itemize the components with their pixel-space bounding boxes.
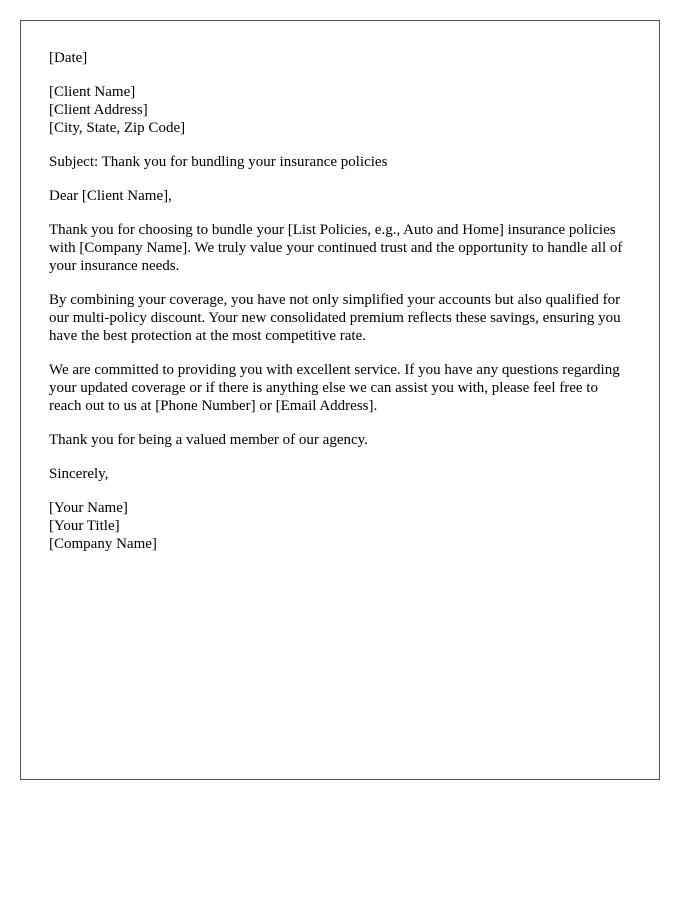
signature-name: [Your Name] <box>49 500 128 516</box>
recipient-city-state-zip: [City, State, Zip Code] <box>49 120 186 136</box>
letter-subject: Subject: Thank you for bundling your insurance policies <box>49 154 388 170</box>
letter-salutation: Dear [Client Name], <box>49 188 172 204</box>
recipient-name: [Client Name] <box>49 84 136 100</box>
signature-block <box>49 499 631 553</box>
letter-closing: Sincerely, <box>49 466 109 482</box>
letter-date: [Date] <box>49 50 88 66</box>
body-paragraph-4: Thank you for being a valued member of our agency. <box>49 432 368 448</box>
body-paragraph-2: By combining your coverage, you have not only simplified your accounts but also qualified for our multi-policy discount. Your new consolidated premium reflects these savings, ensuring you have the best protection at the most competitive rate. <box>49 292 621 344</box>
salutation-block <box>49 187 631 205</box>
letter-body <box>49 49 631 553</box>
closing-block <box>49 465 631 483</box>
subject-block <box>49 153 631 171</box>
letter-frame <box>20 20 660 780</box>
signature-title: [Your Title] <box>49 518 120 534</box>
body-paragraph-3: We are committed to providing you with excellent service. If you have any questions regarding your updated coverage or if there is anything else we can assist you with, please feel free to reach out to us at [Phone Number] or [Email Address]. <box>49 362 620 414</box>
date-block <box>49 49 631 67</box>
signature-company: [Company Name] <box>49 536 157 552</box>
recipient-address: [Client Address] <box>49 102 148 118</box>
recipient-address-block <box>49 83 631 137</box>
body-paragraph-1: Thank you for choosing to bundle your [List Policies, e.g., Auto and Home] insurance policies with [Company Name]. We truly value your continued trust and the opportunity to handle all of your insurance needs. <box>49 222 623 274</box>
